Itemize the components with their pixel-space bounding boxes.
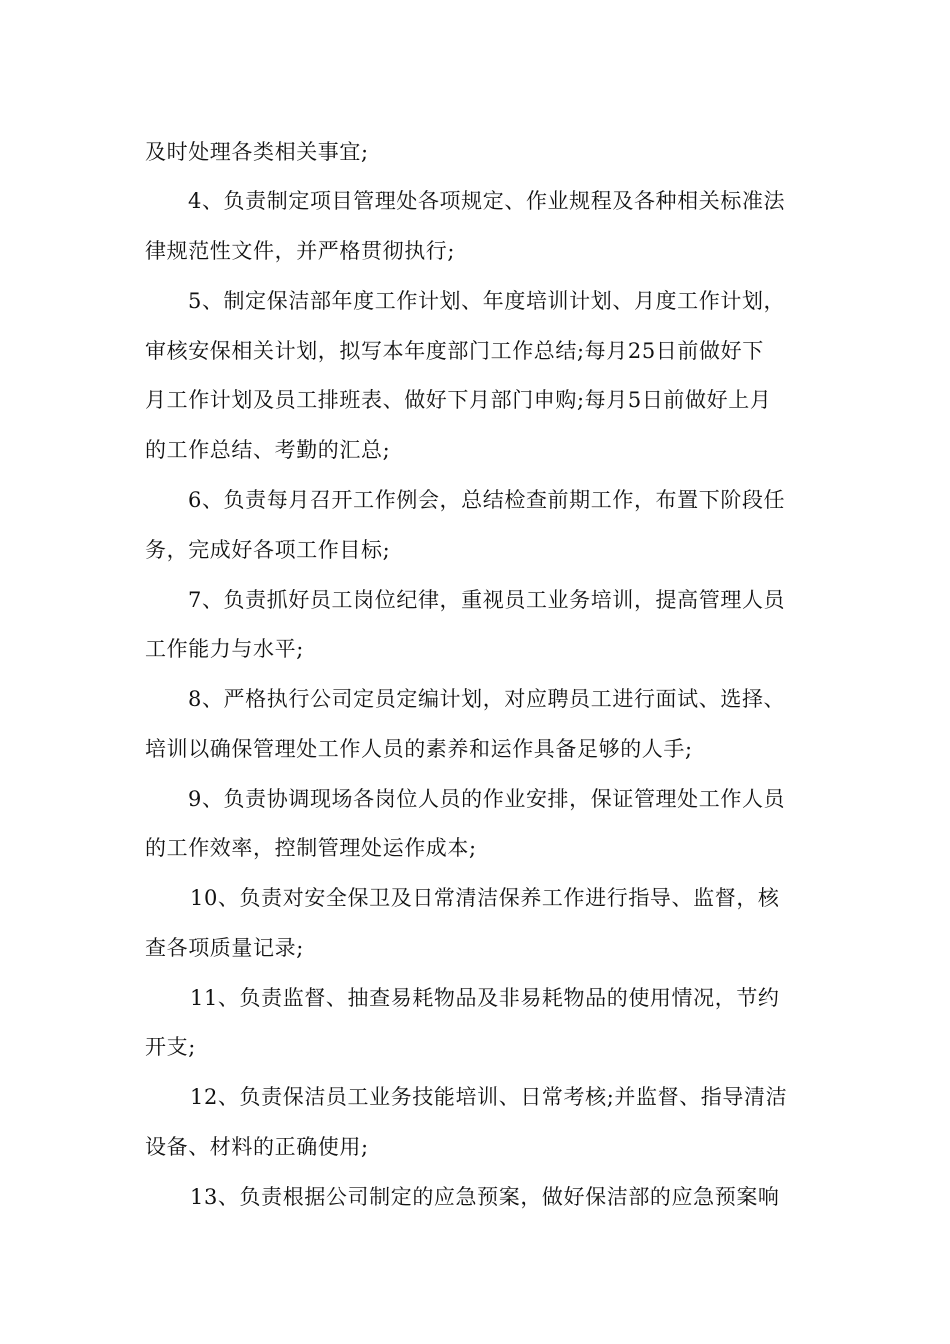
text-line: 的工作效率，控制管理处运作成本;	[145, 836, 477, 860]
text-line: 审核安保相关计划，拟写本年度部门工作总结;每月25日前做好下	[145, 339, 764, 363]
text-line: 10、负责对安全保卫及日常清洁保养工作进行指导、监督，核	[190, 886, 780, 910]
text-line: 培训以确保管理处工作人员的素养和运作具备足够的人手;	[145, 737, 693, 761]
text-line: 5、制定保洁部年度工作计划、年度培训计划、月度工作计划，	[188, 289, 786, 313]
text-line: 的工作总结、考勤的汇总;	[145, 438, 391, 462]
text-line: 7、负责抓好员工岗位纪律，重视员工业务培训，提高管理人员	[188, 588, 786, 612]
text-line: 4、负责制定项目管理处各项规定、作业规程及各种相关标准法	[188, 189, 786, 213]
text-line: 查各项质量记录;	[145, 936, 304, 960]
text-line: 开支;	[145, 1035, 196, 1059]
text-line: 月工作计划及员工排班表、做好下月部门申购;每月5日前做好上月	[145, 388, 772, 412]
text-line: 8、严格执行公司定员定编计划，对应聘员工进行面试、选择、	[188, 687, 786, 711]
text-line: 设备、材料的正确使用;	[145, 1135, 369, 1159]
text-line: 11、负责监督、抽查易耗物品及非易耗物品的使用情况，节约	[190, 986, 780, 1010]
text-line: 13、负责根据公司制定的应急预案，做好保洁部的应急预案响	[190, 1185, 780, 1209]
text-line: 6、负责每月召开工作例会，总结检查前期工作，布置下阶段任	[188, 488, 786, 512]
text-line: 9、负责协调现场各岗位人员的作业安排，保证管理处工作人员	[188, 787, 786, 811]
text-line: 及时处理各类相关事宜;	[145, 140, 369, 164]
text-line: 12、负责保洁员工业务技能培训、日常考核;并监督、指导清洁	[190, 1085, 788, 1109]
text-line: 律规范性文件，并严格贯彻执行;	[145, 239, 456, 263]
text-line: 务，完成好各项工作目标;	[145, 538, 391, 562]
text-line: 工作能力与水平;	[145, 637, 304, 661]
